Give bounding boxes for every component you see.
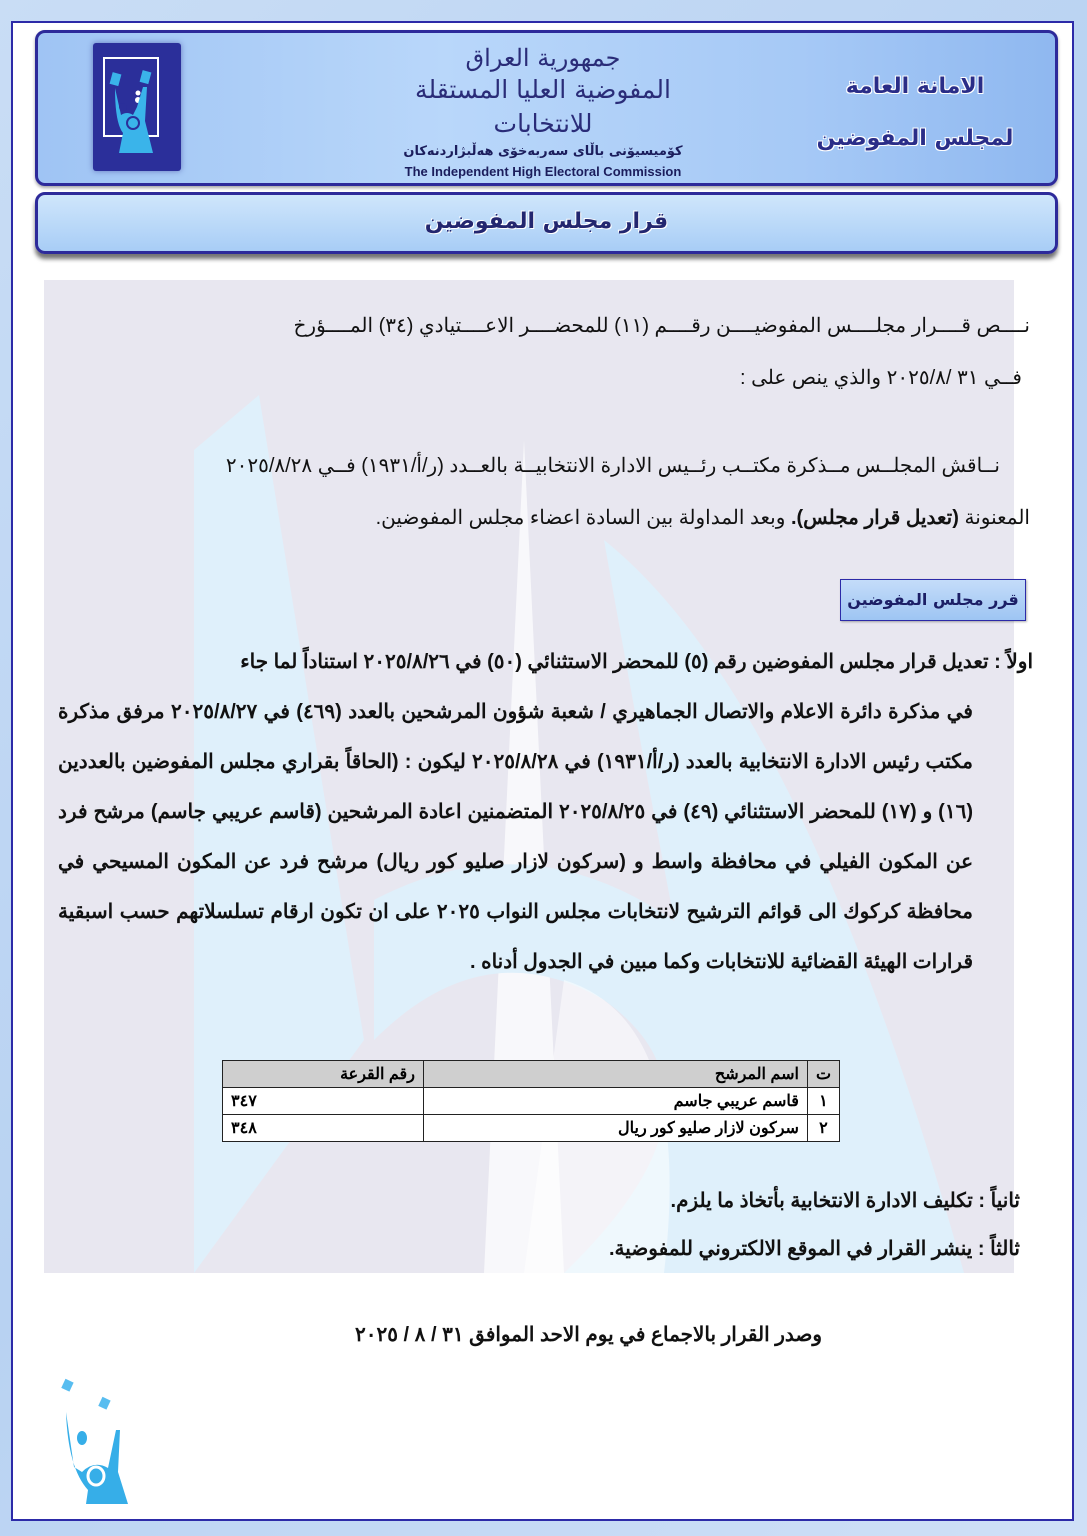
closing-statement: وصدر القرار بالاجماع في يوم الاحد الموافق ٣١ / ٨ / ٢٠٢٥ [355, 1324, 822, 1346]
cell-seq: ١ [807, 1088, 839, 1115]
table-header-row [223, 1061, 840, 1088]
candidates-table [222, 1060, 840, 1142]
emblem-commission-arabic: المفوضية العليا المستقلة للانتخابات [415, 75, 671, 138]
clause-second: ثانياً : تكليف الادارة الانتخابية بأتخاذ ما يلزم. [670, 1190, 1020, 1212]
secretariat-line1: الامانة العامة [845, 74, 985, 99]
clauses-second-third [440, 1177, 1020, 1273]
document-title: قرار مجلس المفوضين [424, 209, 669, 234]
decision-label: قرر مجلس المفوضين [840, 579, 1026, 621]
intro-line2: فــي ٣١ /٢٠٢٥/٨ والذي ينص على : [740, 367, 1022, 389]
discussion-prefix: المعنونة [964, 507, 1030, 529]
cell-lottery-number: ٣٤٧ [223, 1088, 424, 1115]
table-row [223, 1115, 840, 1142]
cell-candidate-name: سركون لازار صليو كور ريال [423, 1115, 807, 1142]
document-title-bar [35, 192, 1058, 254]
table-row [223, 1088, 840, 1115]
secretariat-line2: لمجلس المفوضين [816, 126, 1014, 151]
discussion-subject: (تعديل قرار مجلس). [790, 507, 959, 529]
cell-lottery-number: ٣٤٨ [223, 1115, 424, 1142]
letterhead-header [35, 30, 1058, 186]
discussion-suffix: وبعد المداولة بين السادة اعضاء مجلس المفوضين. [375, 507, 786, 529]
footer-logo-icon [48, 1372, 128, 1512]
clause-first-lead: اولاً : تعديل قرار مجلس المفوضين رقم (٥) للمحضر الاستثنائي (٥٠) في ٢٠٢٥/٨/٢٦ استناداً لما جاء [240, 651, 1033, 673]
intro-line1: نــــص قــــرار مجلــــس المفوضيــــن رقــــم (١١) للمحضــــر الاعــــتيادي (٣٤) المــــؤرخ [293, 315, 1030, 337]
header-lottery-number: رقم القرعة [223, 1061, 424, 1088]
emblem-republic-text: جمهورية العراق [465, 44, 621, 72]
header-seq: ت [807, 1061, 839, 1088]
discussion-line1: نــاقش المجلــس مــذكرة مكتــب رئــيس الادارة الانتخابيــة بالعــدد (ر/أ/١٩٣١) فــي ٢٠٢٥/٨/٢٨ [225, 455, 1000, 477]
clause-third: ثالثاً : ينشر القرار في الموقع الالكتروني للمفوضية. [608, 1238, 1020, 1260]
emblem-commission-english: The Independent High Electoral Commission [404, 164, 682, 179]
discussion-line2 [58, 492, 1030, 544]
header-candidate-name: اسم المرشح [423, 1061, 807, 1088]
clause-first [58, 637, 1033, 987]
cell-seq: ٢ [807, 1115, 839, 1142]
commission-emblem [398, 43, 688, 178]
ihec-logo [93, 43, 181, 171]
intro-paragraph [58, 300, 1030, 404]
emblem-commission-kurdish: كۆمیسیۆنی باڵای سەربەخۆی هەڵبژاردنەكان [403, 144, 683, 159]
cell-candidate-name: قاسم عريبي جاسم [423, 1088, 807, 1115]
clause-first-body: في مذكرة دائرة الاعلام والاتصال الجماهيري / شعبة شؤون المرشحين بالعدد (٤٦٩) في ٢٠٢٥/٨/٢٧ مرفق مذكرة مكتب رئيس الادارة الانتخابية بالعدد (ر/أ/١٩٣١) في ٢٠٢٥/٨/٢٨ ليكون : (الحاقاً بقراري مجلس المفوضين بالعددين (١٦) و (١٧) للمحضر الاستثنائي (٤٩) في ٢٠٢٥/٨/٢٥ المتضمنين اعادة المرشحين (قاسم عريبي جاسم) مرشح فرد عن المكون الفيلي في محافظة واسط و (سركون لازار صليو كور ريال) مرشح فرد عن المكون المسيحي في محافظة كركوك الى قوائم الترشيح لانتخابات مجلس النواب ٢٠٢٥ على ان تكون ارقام تسلسلاتهم حسب اسبقية قرارات الهيئة القضائية للانتخابات وكما مبين في الجدول أدناه . [58, 701, 974, 973]
discussion-paragraph [58, 440, 1030, 544]
secretariat-title [815, 61, 1015, 165]
ihec-logo-icon [93, 43, 181, 171]
